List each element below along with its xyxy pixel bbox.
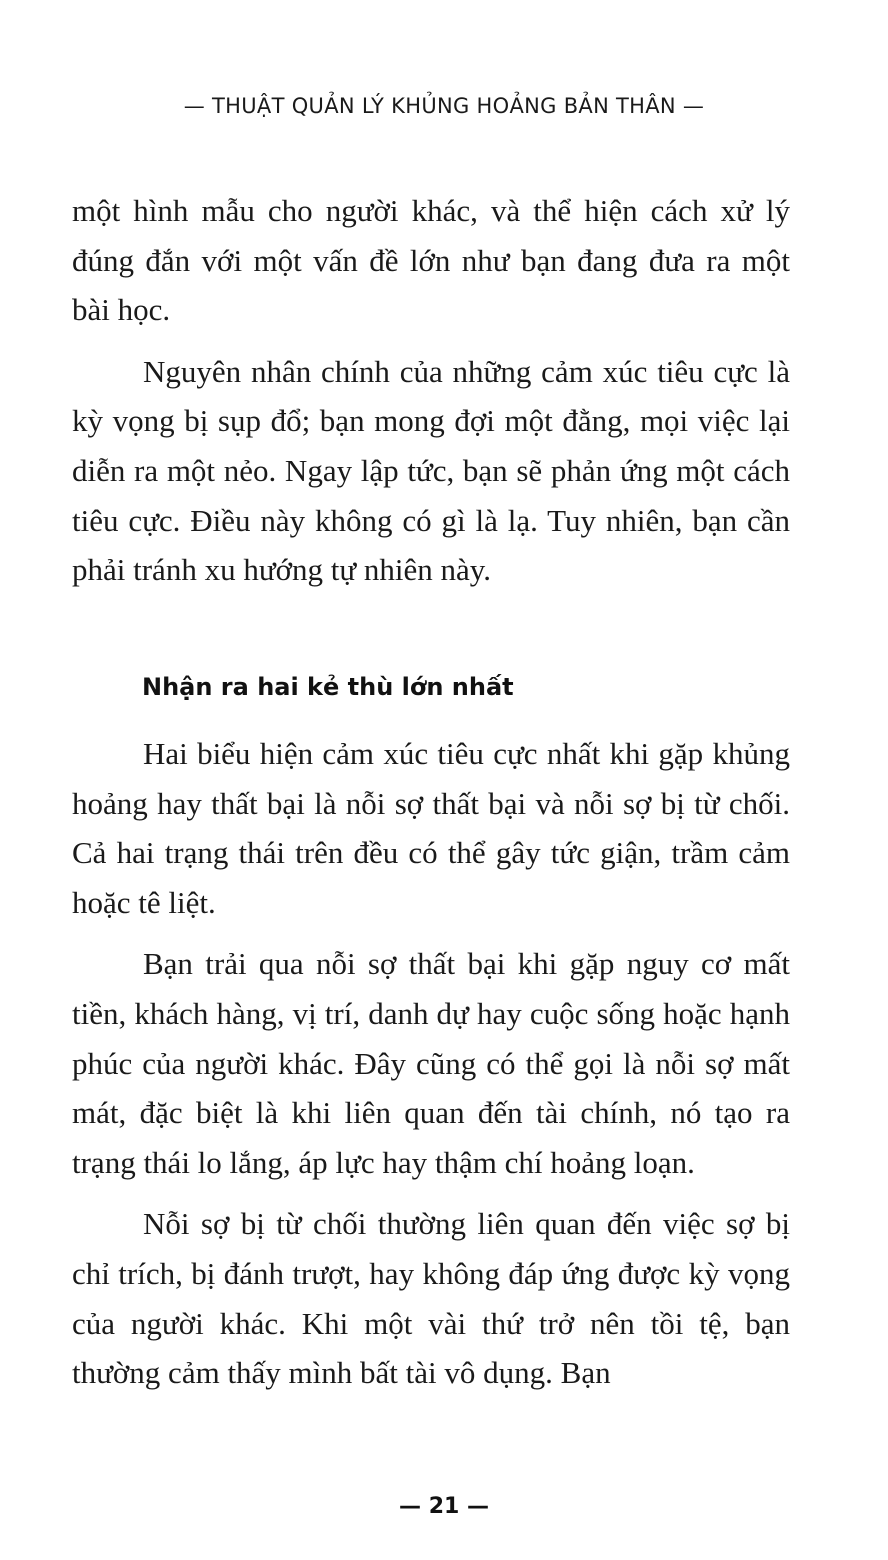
text-block-bottom — [72, 729, 790, 1398]
paragraph-continued: một hình mẫu cho người khác, và thể hiện cách xử lý đúng đắn với một vấn đề lớn như bạn đang đưa ra một bài học. — [72, 193, 790, 328]
paragraph: Bạn trải qua nỗi sợ thất bại khi gặp nguy cơ mất tiền, khách hàng, vị trí, danh dự hay cuộc sống hoặc hạnh phúc của người khác. Đây cũng có thể gọi là nỗi sợ mất mát, đặc biệt là khi liên quan đến tài chính, nó tạo ra trạng thái lo lắng, áp lực hay thậm chí hoảng loạn. — [72, 946, 790, 1180]
paragraph: Nỗi sợ bị từ chối thường liên quan đến việc sợ bị chỉ trích, bị đánh trượt, hay không đáp ứng được kỳ vọng của người khác. Khi một vài thứ trở nên tồi tệ, bạn thường cảm thấy mình bất tài vô dụng. Bạn — [72, 1206, 790, 1391]
section-heading: Nhận ra hai kẻ thù lớn nhất — [142, 673, 514, 701]
running-header: — THUẬT QUẢN LÝ KHỦNG HOẢNG BẢN THÂN — — [183, 94, 705, 118]
text-block-top — [72, 186, 790, 595]
paragraph: Nguyên nhân chính của những cảm xúc tiêu cực là kỳ vọng bị sụp đổ; bạn mong đợi một đằng, mọi việc lại diễn ra một nẻo. Ngay lập tức, bạn sẽ phản ứng một cách tiêu cực. Điều này không có gì là lạ. Tuy nhiên, bạn cần phải tránh xu hướng tự nhiên này. — [72, 353, 790, 588]
paragraph: Hai biểu hiện cảm xúc tiêu cực nhất khi gặp khủng hoảng hay thất bại là nỗi sợ thất bại và nỗi sợ bị từ chối. Cả hai trạng thái trên đều có thể gây tức giận, trầm cảm hoặc tê liệt. — [72, 736, 790, 920]
page-number: — 21 — — [399, 1494, 489, 1519]
